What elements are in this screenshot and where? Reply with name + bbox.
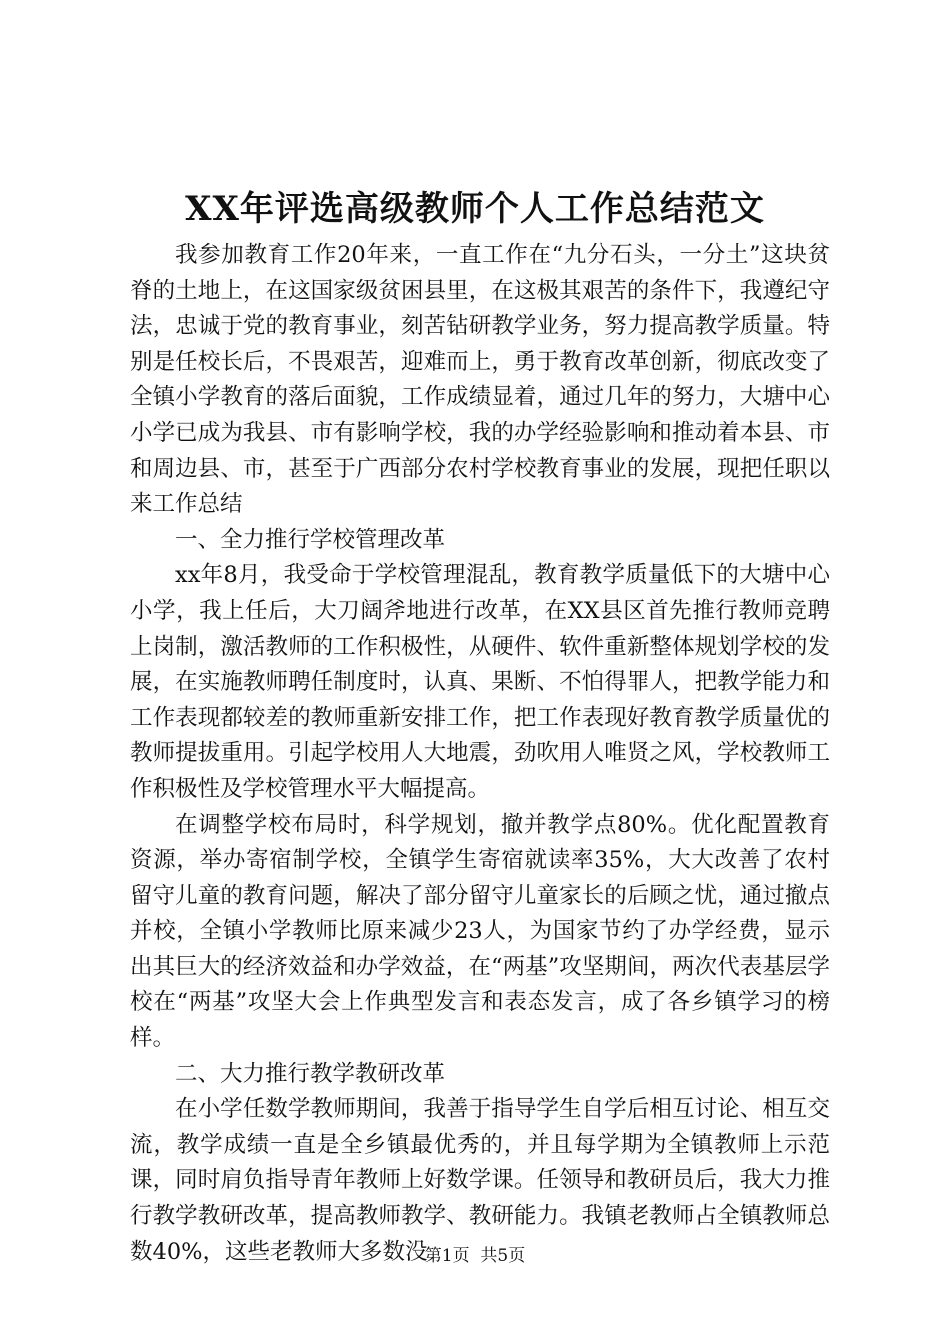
paragraph-intro: 我参加教育工作20年来，一直工作在“九分石头，一分土”这块贫脊的土地上，在这国家级贫困县里，在这极其艰苦的条件下，我遵纪守法，忠诚于党的教育事业，刻苦钻研教学业务，努力提高教学质量。特别是任校长后，不畏艰苦，迎难而上，勇于教育改革创新，彻底改变了全镇小学教育的落后面貌，工作成绩显着，通过几年的努力，大塘中心小学已成为我县、市有影响学校，我的办学经验影响和推动着本县、市和周边县、市，甚至于广西部分农村学校教育事业的发展，现把任职以来工作总结 [130,242,830,518]
document-body [130,238,830,1270]
document-title: XX年评选高级教师个人工作总结范文 [185,189,765,229]
section-heading-teaching-reform: 二、大力推行教学教研改革 [175,1060,446,1087]
paragraph-school-layout: 在调整学校布局时，科学规划，撤并教学点80%。优化配置教育资源，举办寄宿制学校，全镇学生寄宿就读率35%，大大改善了农村留守儿童的教育问题，解决了部分留守儿童家长的后顾之忧，通过撤点并校，全镇小学教师比原来减少23人，为国家节约了办学经费，显示出其巨大的经济效益和办学效益，在“两基”攻坚期间，两次代表基层学校在“两基”攻坚大会上作典型发言和表态发言，成了各乡镇学习的榜样。 [130,811,830,1052]
section-heading-management-reform: 一、全力推行学校管理改革 [175,526,446,553]
paragraph-management-reform: xx年8月，我受命于学校管理混乱，教育教学质量低下的大塘中心小学，我上任后，大刀阔斧地进行改革，在XX县区首先推行教师竞聘上岗制，激活教师的工作积极性，从硬件、软件重新整体规划学校的发展，在实施教师聘任制度时，认真、果断、不怕得罪人，把教学能力和工作表现都较差的教师重新安排工作，把工作表现好教育教学质量优的教师提拔重用。引起学校用人大地震，劲吹用人唯贤之风，学校教师工作积极性及学校管理水平大幅提高。 [130,562,830,802]
page-number: 第1页 共5页 [424,1246,526,1266]
page-footer [0,1244,950,1268]
paragraph-teaching-reform: 在小学任数学教师期间，我善于指导学生自学后相互讨论、相互交流，教学成绩一直是全乡镇最优秀的，并且每学期为全镇教师上示范课，同时肩负指导青年教师上好数学课。任领导和教研员后，我大力推行教学教研改革，提高教师教学、教研能力。我镇老教师占全镇教师总数40%，这些老教师大多数没 [130,1096,830,1265]
